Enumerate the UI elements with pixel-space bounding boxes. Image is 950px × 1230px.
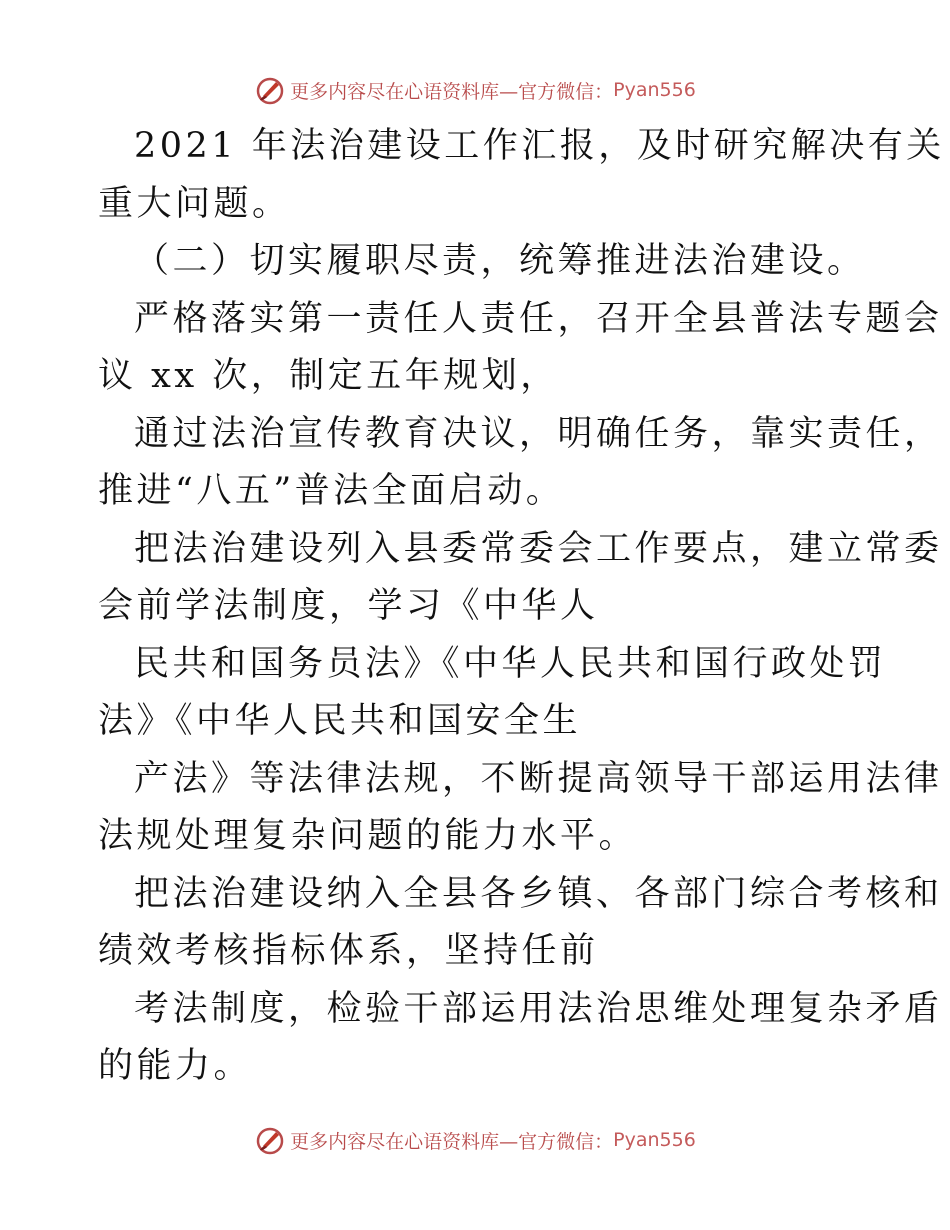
header-banner (0, 70, 950, 110)
footer-banner (0, 1120, 950, 1160)
banner-text: 更多内容尽在心语资料库—官方微信： (290, 80, 614, 103)
text-line: 法规处理复杂问题的能力水平。 (98, 816, 638, 856)
banner-text: 更多内容尽在心语资料库—官方微信： (290, 1130, 614, 1153)
text-line: 会前学法制度，学习《中华人 (98, 586, 599, 626)
text-line: 把法治建设列入县委常委会工作要点，建立常委 (134, 528, 943, 569)
text-line: 考法制度，检验干部运用法治思维处理复杂矛盾 (134, 988, 943, 1029)
text-line: 严格落实第一责任人责任，召开全县普法专题会 (134, 298, 943, 339)
document-body (98, 118, 945, 1096)
banner-wechat-id: Pyan556 (613, 79, 696, 101)
text-line: 议 xx 次，制定五年规划， (98, 356, 559, 396)
text-line: 2021 年法治建设工作汇报，及时研究解决有关 (134, 126, 945, 166)
brush-pen-logo-icon (254, 1124, 286, 1156)
text-line: 通过法治宣传教育决议，明确任务，靠实责任， (134, 413, 943, 454)
text-line: 民共和国务员法》《中华人民共和国行政处罚 (134, 643, 887, 684)
section-heading: （二）切实履职尽责，统筹推进法治建设。 (134, 241, 866, 281)
text-line: 推进“八五”普法全面启动。 (98, 471, 565, 511)
text-line: 重大问题。 (98, 183, 291, 224)
brush-pen-logo-icon (254, 74, 286, 106)
text-line: 把法治建设纳入全县各乡镇、各部门综合考核和 (134, 873, 943, 914)
banner-wechat-id: Pyan556 (613, 1129, 696, 1151)
text-line: 的能力。 (98, 1046, 253, 1086)
text-line: 绩效考核指标体系，坚持任前 (98, 931, 599, 971)
text-line: 法》《中华人民共和国安全生 (98, 701, 582, 741)
text-line: 产法》等法律法规，不断提高领导干部运用法律 (134, 758, 943, 799)
